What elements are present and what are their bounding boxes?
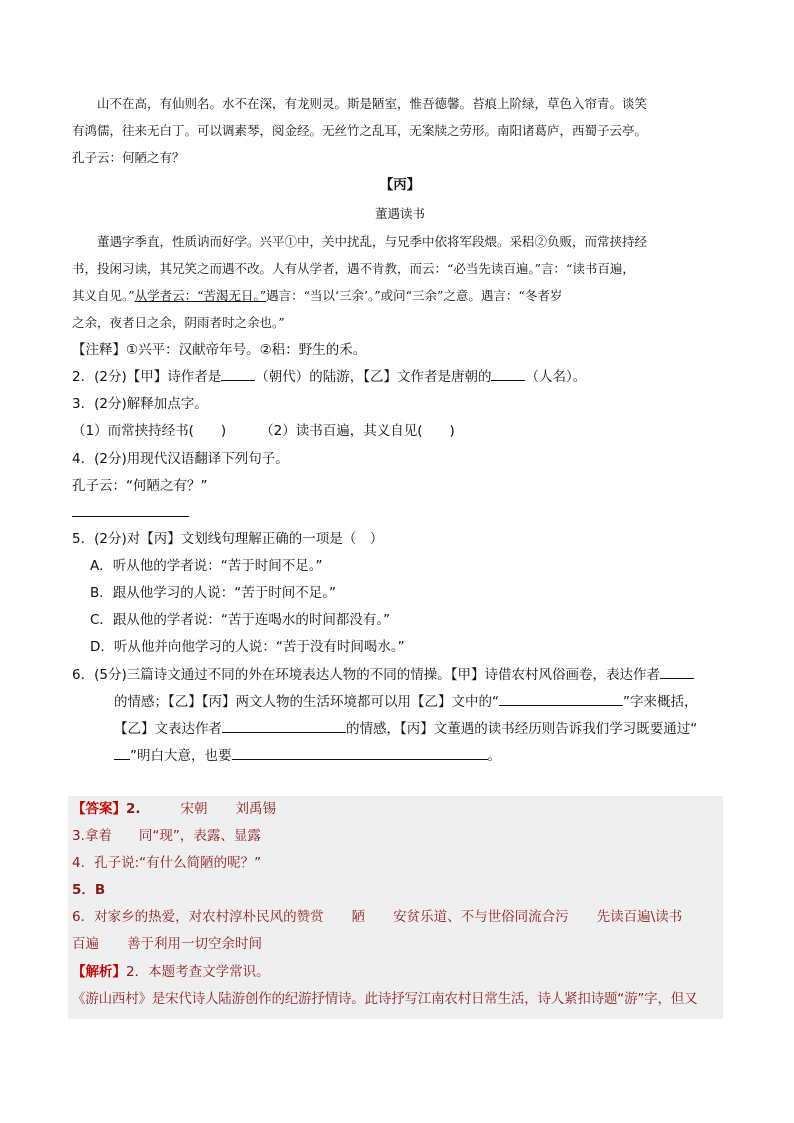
question-6-text: 的情感；【乙】【丙】两文人物的生活环境都可以用【乙】文中的“ <box>114 694 499 710</box>
passage-yi-line-2: 有鸿儒，往来无白丁。可以调素琴，阅金经。无丝竹之乱耳，无案牍之劳形。南阳诸葛庐，西蜀子云亭。 <box>72 123 648 138</box>
answer-6-line-1 <box>72 904 728 931</box>
question-6-line-4 <box>114 743 770 770</box>
answer-2-1: 宋朝 <box>180 801 208 817</box>
analysis-label: 【解析】 <box>72 964 126 980</box>
analysis-text: 2．本题考查文学常识。 <box>126 964 270 980</box>
question-3-items <box>72 418 728 445</box>
analysis-line-2: 《游山西村》是宋代诗人陆游创作的纪游抒情诗。此诗抒写江南农村日常生活，诗人紧扣诗题“游”字，但又 <box>72 991 698 1007</box>
passage-bing-title: 董遇读书 <box>374 206 425 221</box>
answer-blank[interactable] <box>221 366 255 381</box>
passage-bing-label: 【丙】 <box>379 177 421 193</box>
question-5: 5．(2分)对【丙】文划线句理解正确的一项是（ ） <box>72 531 384 547</box>
passage-bing-line-3 <box>72 282 728 309</box>
question-2-part-a: 2．(2分)【甲】诗作者是 <box>72 369 222 385</box>
answer-blank[interactable] <box>114 745 130 760</box>
underlined-sentence: 从学者云：“苦渴无日。” <box>134 288 267 303</box>
notes: 【注释】①兴平：汉献帝年号。②稆：野生的禾。 <box>72 342 367 358</box>
question-3: 3．(2分)解释加点字。 <box>72 396 208 412</box>
passage-bing-line-4: 之余，夜者日之余，阴雨者时之余也。” <box>72 315 285 330</box>
answer-blank[interactable] <box>499 691 623 706</box>
question-6-text: ”字来概括， <box>623 694 698 710</box>
question-2 <box>72 364 728 391</box>
answer-4: 4．孔子说:“有什么简陋的呢？” <box>72 855 262 871</box>
option-c[interactable]: C．跟从他的学者说：“苦于连喝水的时间都没有。” <box>90 612 391 628</box>
question-2-part-c: （人名）。 <box>525 369 587 385</box>
answer-6-2: 陋 <box>351 909 366 925</box>
answer-5: 5．B <box>72 882 106 898</box>
answer-6-line-2 <box>72 931 728 958</box>
answer-blank[interactable] <box>232 745 488 760</box>
answer-2-number: 2. <box>126 801 141 817</box>
answer-6-1: 6．对家乡的热爱，对农村淳朴民风的赞赏 <box>72 909 324 925</box>
question-6-text: ”明白大意，也要 <box>130 748 232 764</box>
answer-6-5: 善于利用一切空余时间 <box>127 936 262 952</box>
option-b[interactable]: B．跟从他学习的人说：“苦于时间不足。” <box>90 585 336 601</box>
option-a[interactable]: A．听从他的学者说：“苦于时间不足。” <box>90 558 323 574</box>
passage-yi-line-3: 孔子云：何陋之有？ <box>72 150 185 165</box>
answer-blank[interactable] <box>660 664 694 679</box>
answer-2-2: 刘禹锡 <box>235 801 277 817</box>
answer-3: 3.拿着 同“现”，表露、显露 <box>72 828 261 844</box>
question-4-sentence: 孔子云：“何陋之有？” <box>72 478 208 494</box>
option-d[interactable]: D．听从他并向他学习的人说：“苦于没有时间喝水。” <box>90 639 405 655</box>
question-6-line-3 <box>114 716 770 743</box>
passage-bing-line-1: 董遇字季直，性质讷而好学。兴平①中，关中扰乱，与兄季中依将军段煨。采稆②负贩，而常挟持经 <box>97 234 648 249</box>
passage-bing-line-2: 书，投闲习读，其兄笑之而遇不改。人有从学者，遇不肯教，而云：“必当先读百遍。”言：“读书百遍， <box>72 261 635 276</box>
analysis-line-1 <box>72 959 728 986</box>
question-4: 4．(2分)用现代汉语翻译下列句子。 <box>72 451 289 467</box>
question-2-part-b: （朝代）的陆游，【乙】文作者是唐朝的 <box>255 369 492 385</box>
passage-yi-line-1: 山不在高，有仙则名。水不在深，有龙则灵。斯是陋室，惟吾德馨。苔痕上阶绿，草色入帘青。谈笑 <box>97 96 648 111</box>
answer-line[interactable] <box>72 516 189 517</box>
question-6-line-2 <box>114 689 770 716</box>
passage-bing-line-3c: 遇言：“当以‘三余’。”或问“三余”之意。遇言：“冬者岁 <box>266 288 563 303</box>
answer-label: 【答案】 <box>72 801 126 817</box>
answer-blank[interactable] <box>222 718 346 733</box>
question-6-line-1 <box>72 662 728 689</box>
answer-blank[interactable] <box>491 366 525 381</box>
question-3-item-2: （2）读书百遍，其义自见( ) <box>260 423 455 439</box>
answer-6-4: 先读百遍\读书 <box>596 909 683 925</box>
question-6-text: 的情感，【丙】文董遇的读书经历则告诉我们学习既要通过“ <box>346 721 698 737</box>
answer-6-4-cont: 百遍 <box>72 936 99 952</box>
question-6-text: 6．(5分)三篇诗文通过不同的外在环境表达人物的不同的情操。【甲】诗借农村风俗画卷，表达作者 <box>72 667 660 683</box>
passage-bing-line-3a: 其义自见。” <box>72 288 135 303</box>
question-6-text: 。 <box>487 748 501 764</box>
answer-line-2 <box>72 796 728 823</box>
answer-6-3: 安贫乐道、不与世俗同流合污 <box>393 909 569 925</box>
question-3-item-1: （1）而常挟持经书( ) <box>72 423 227 439</box>
question-6-text: 【乙】文表达作者 <box>114 721 222 737</box>
